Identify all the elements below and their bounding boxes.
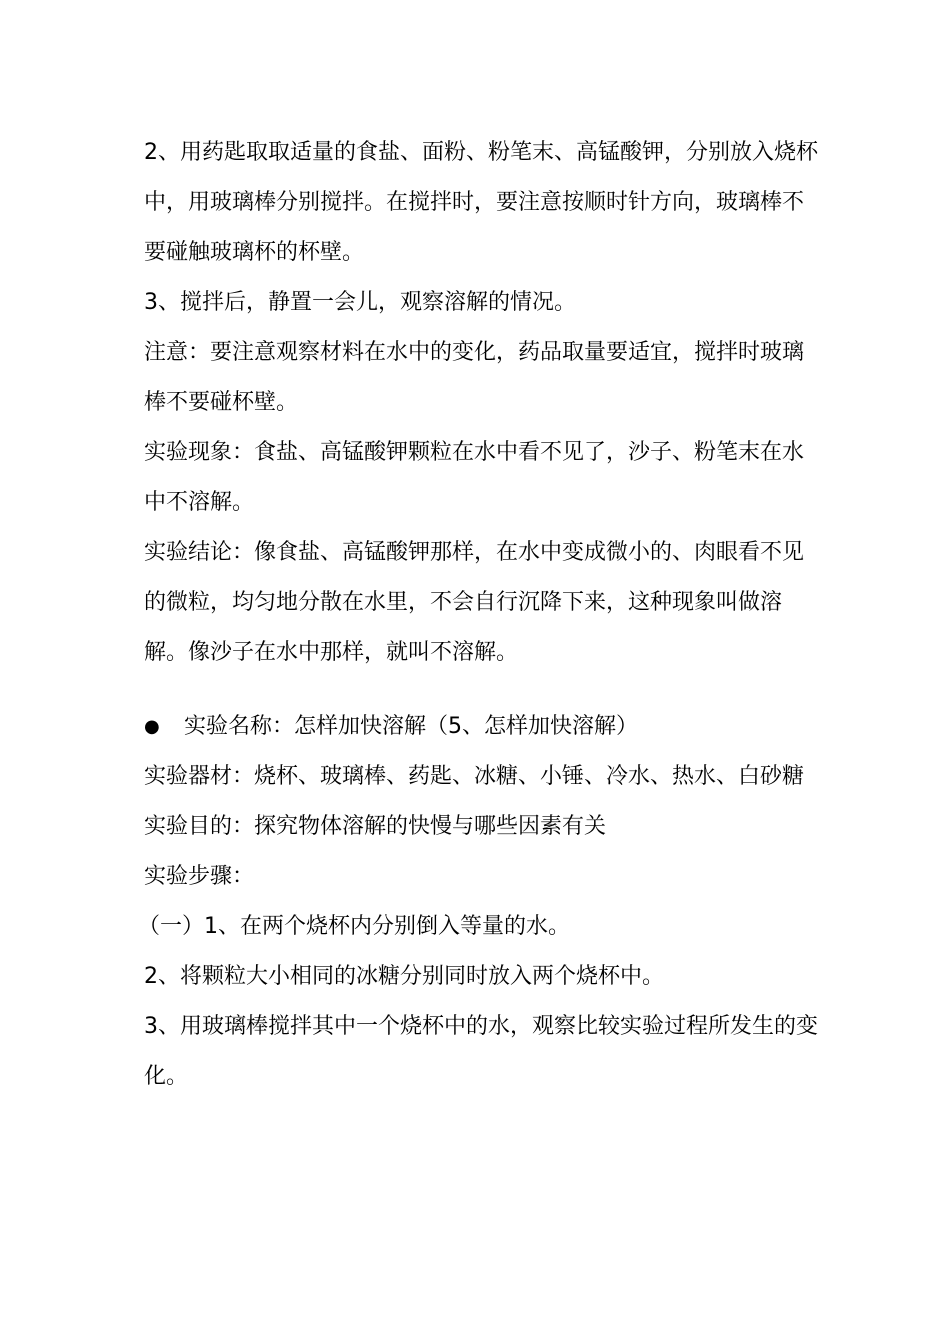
note-paragraph: 注意：要注意观察材料在水中的变化，药品取量要适宜，搅拌时玻璃棒不要碰杯壁。 — [144, 340, 805, 415]
experiment-name-line — [144, 702, 824, 752]
step-2b-paragraph: 2、将颗粒大小相同的冰糖分别同时放入两个烧杯中。 — [144, 964, 664, 989]
equipment-paragraph: 实验器材：烧杯、玻璃棒、药匙、冰糖、小锤、冷水、热水、白砂糖 — [144, 764, 805, 789]
section-gap — [144, 678, 824, 702]
bullet-dot-icon: ● — [144, 716, 160, 737]
step-1-paragraph: （一）1、在两个烧杯内分别倒入等量的水。 — [138, 914, 570, 939]
step-3b-paragraph: 3、用玻璃棒搅拌其中一个烧杯中的水，观察比较实验过程所发生的变化。 — [144, 1014, 818, 1089]
step-2-paragraph: 2、用药匙取取适量的食盐、面粉、粉笔末、高锰酸钾，分别放入烧杯中，用玻璃棒分别搅拌。在搅拌时，要注意按顺时针方向，玻璃棒不要碰触玻璃杯的杯壁。 — [144, 140, 818, 265]
document-body — [138, 128, 824, 1102]
conclusion-paragraph: 实验结论：像食盐、高锰酸钾那样，在水中变成微小的、肉眼看不见的微粒，均匀地分散在水里，不会自行沉降下来，这种现象叫做溶解。像沙子在水中那样，就叫不溶解。 — [144, 540, 805, 665]
experiment-name-text: 实验名称：怎样加快溶解（5、怎样加快溶解） — [184, 714, 638, 739]
phenomenon-paragraph: 实验现象：食盐、高锰酸钾颗粒在水中看不见了，沙子、粉笔末在水中不溶解。 — [144, 440, 805, 515]
purpose-paragraph: 实验目的：探究物体溶解的快慢与哪些因素有关 — [144, 814, 607, 839]
steps-heading: 实验步骤： — [144, 864, 255, 889]
step-3-paragraph: 3、搅拌后，静置一会儿，观察溶解的情况。 — [144, 290, 576, 315]
